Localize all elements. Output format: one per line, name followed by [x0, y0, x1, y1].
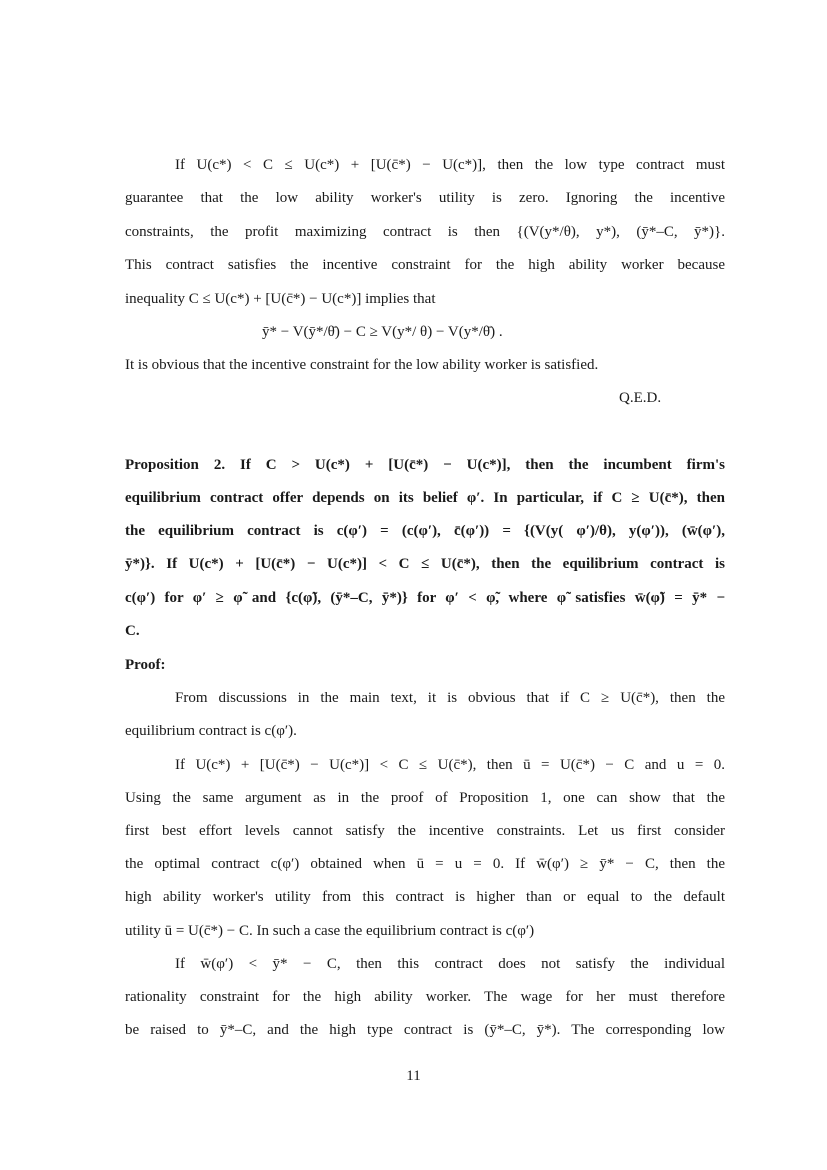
qed: Q.E.D.: [619, 390, 662, 406]
proof-heading: Proof:: [125, 657, 166, 673]
proof-line-9: If w̄(φ′) < ȳ* − C, then this contract does not satisfy the individual: [175, 956, 725, 972]
para1-line-5: inequality C ≤ U(c*) + [U(c̄*) − U(c*)] implies that: [125, 291, 436, 307]
proposition-line-6: C.: [125, 623, 140, 639]
para1-line-1: If U(c*) < C ≤ U(c*) + [U(c̄*) − U(c*)], then the low type contract must: [175, 157, 725, 173]
para1-line-4: This contract satisfies the incentive constraint for the high ability worker because: [125, 257, 725, 273]
proof-line-7: high ability worker's utility from this contract is higher than or equal to the default: [125, 889, 725, 905]
proposition-line-4: ȳ*)}. If U(c*) + [U(c̄*) − U(c*)] < C ≤ U(c̄*), then the equilibrium contract is: [125, 556, 725, 572]
proof-line-10: rationality constraint for the high ability worker. The wage for her must therefore: [125, 989, 725, 1005]
proof-line-4: Using the same argument as in the proof of Proposition 1, one can show that the: [125, 790, 725, 806]
proposition-line-5: c(φ′) for φ′ ≥ φ̃ and {c(φ̃), (ȳ*–C, ȳ*)} for φ′ < φ̃, where φ̃ satisfies w̄(φ̃) = ȳ* −: [125, 590, 725, 606]
proposition-line-1: Proposition 2. If C > U(c*) + [U(c̄*) − U(c*)], then the incumbent firm's: [125, 457, 725, 473]
proof-line-3: If U(c*) + [U(c̄*) − U(c*)] < C ≤ U(c̄*), then ū = U(c̄*) − C and u = 0.: [175, 757, 725, 773]
proof-line-11: be raised to ȳ*–C, and the high type contract is (ȳ*–C, ȳ*). The corresponding low: [125, 1022, 725, 1038]
proposition-line-2: equilibrium contract offer depends on its belief φ′. In particular, if C ≥ U(c̄*), then: [125, 490, 725, 506]
page-number: 11: [406, 1068, 421, 1084]
proof-line-8: utility ū = U(c̄*) − C. In such a case the equilibrium contract is c(φ′): [125, 923, 535, 939]
equation: ȳ* − V(ȳ*/θ̄) − C ≥ V(y*/ θ) − V(y*/θ̄) .: [262, 324, 503, 340]
proof-line-6: the optimal contract c(φ′) obtained when ū = u = 0. If w̄(φ′) ≥ ȳ* − C, then the: [125, 856, 725, 872]
para1-line-2: guarantee that the low ability worker's utility is zero. Ignoring the incentive: [125, 190, 725, 206]
proof-line-2: equilibrium contract is c(φ′).: [125, 723, 297, 739]
proof-line-5: first best effort levels cannot satisfy the incentive constraints. Let us first consider: [125, 823, 725, 839]
proposition-line-3: the equilibrium contract is c(φ′) = (c(φ′), c̄(φ′)) = {(V(y( φ′)/θ), y(φ′)), (w̄(φ′),: [125, 523, 725, 539]
para1-line-3: constraints, the profit maximizing contract is then {(V(y*/θ), y*), (ȳ*–C, ȳ*)}.: [125, 224, 725, 240]
proof-line-1: From discussions in the main text, it is obvious that if C ≥ U(c̄*), then the: [175, 690, 725, 706]
para1-closing: It is obvious that the incentive constraint for the low ability worker is satisfied.: [125, 357, 599, 373]
